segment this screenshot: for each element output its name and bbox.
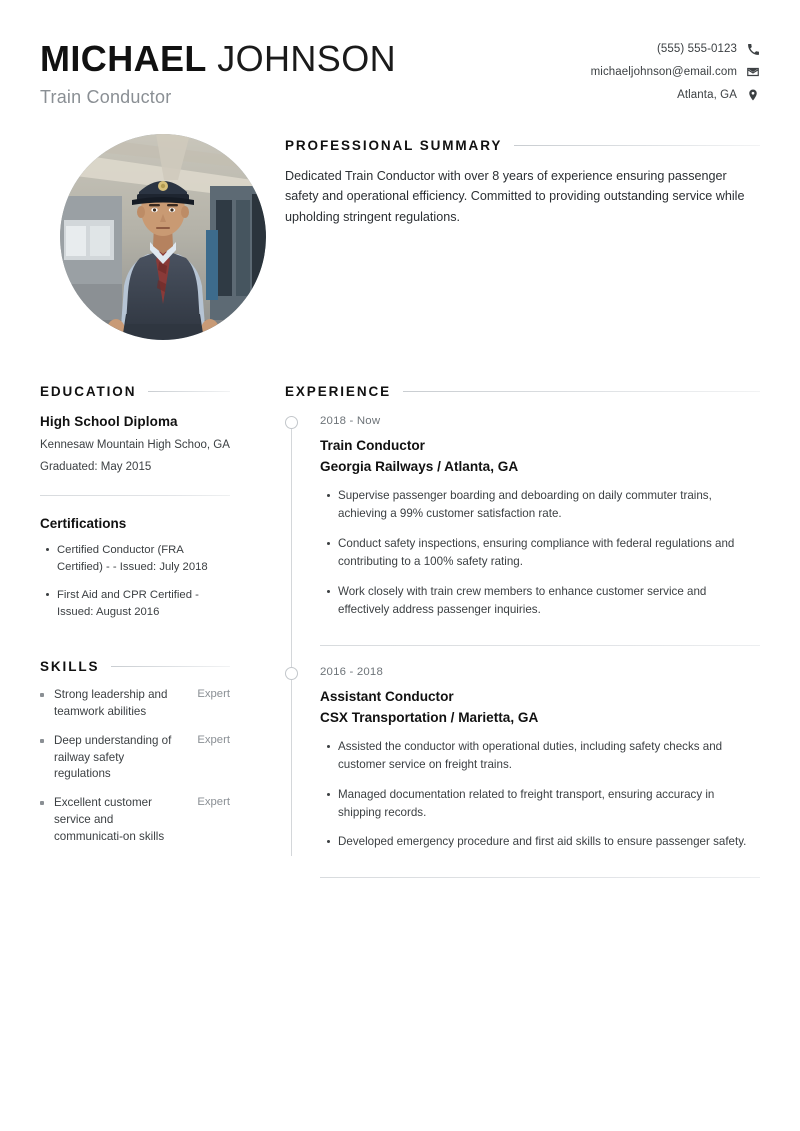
skill-left xyxy=(40,795,189,845)
photo-summary-row xyxy=(40,134,760,340)
list-item: Supervise passenger boarding and deboarding on daily commuter trains, achieving a 99% customer satisfaction rate. xyxy=(338,487,760,523)
skill-left xyxy=(40,687,189,721)
list-item: First Aid and CPR Certified - Issued: August 2016 xyxy=(57,587,230,621)
skill-level: Expert xyxy=(197,796,230,809)
education-graduated: Graduated: May 2015 xyxy=(40,461,152,474)
location-pin-icon xyxy=(746,88,760,102)
name-block xyxy=(40,38,396,108)
experience-company: Georgia Railways / Atlanta, GA xyxy=(320,458,519,474)
list-item: Managed documentation related to freight transport, ensuring accuracy in shipping records. xyxy=(338,786,760,822)
contact-email[interactable] xyxy=(591,65,760,79)
first-name: MICHAEL xyxy=(40,38,207,79)
main-columns xyxy=(40,384,760,879)
list-item: Work closely with train crew members to enhance customer service and effectively address passenger inquiries. xyxy=(338,583,760,619)
skills-list xyxy=(40,687,230,845)
heading-rule xyxy=(111,666,230,667)
heading-rule xyxy=(403,391,760,392)
skill-name: Strong leadership and teamwork abilities xyxy=(54,688,168,719)
experience-company: CSX Transportation / Marietta, GA xyxy=(320,709,539,725)
timeline-line xyxy=(291,425,292,857)
education-divider xyxy=(40,495,230,496)
list-item: Certified Conductor (FRA Certified) - - Issued: July 2018 xyxy=(57,542,230,576)
education-degree: High School Diploma xyxy=(40,413,178,429)
experience-heading-text: EXPERIENCE xyxy=(285,383,392,399)
skills-heading-text: SKILLS xyxy=(40,659,100,675)
experience-role: Train Conductor xyxy=(320,437,425,453)
experience-entry xyxy=(320,415,760,623)
contact-location[interactable] xyxy=(677,88,760,102)
skill-level: Expert xyxy=(197,733,230,746)
list-item xyxy=(40,733,230,783)
timeline-dot-icon xyxy=(285,416,298,429)
list-item xyxy=(40,795,230,845)
contact-phone-text: (555) 555-0123 xyxy=(656,43,737,55)
experience-divider xyxy=(320,645,760,646)
contact-list xyxy=(591,38,760,102)
skill-name: Excellent customer service and communicati-on skills xyxy=(54,796,165,843)
summary-column xyxy=(285,134,760,227)
contact-email-text: michaeljohnson@email.com xyxy=(590,66,737,78)
education-school: Kennesaw Mountain High Schoo, GA xyxy=(40,438,230,451)
bullet-icon xyxy=(40,739,44,743)
full-name xyxy=(40,40,396,78)
experience-end-divider xyxy=(320,877,760,878)
skill-left xyxy=(40,733,189,783)
certifications-list xyxy=(40,542,230,621)
resume-header xyxy=(40,0,760,108)
heading-rule xyxy=(148,391,230,392)
experience-bullets xyxy=(320,738,760,852)
contact-phone[interactable] xyxy=(657,42,760,56)
page-title: Train Conductor xyxy=(40,86,172,107)
list-item: Developed emergency procedure and first aid skills to ensure passenger safety. xyxy=(338,833,760,851)
portrait-illustration xyxy=(60,134,266,340)
summary-body: Dedicated Train Conductor with over 8 years of experience ensuring passenger safety and operational efficiency. Committed to providing outstanding service while upholding stringent regulations. xyxy=(285,168,745,224)
avatar xyxy=(60,134,266,340)
phone-icon xyxy=(746,42,760,56)
heading-rule xyxy=(514,145,760,146)
contact-location-text: Atlanta, GA xyxy=(677,89,737,101)
experience-date: 2016 - 2018 xyxy=(320,665,384,678)
experience-section-heading xyxy=(285,384,760,399)
list-item: Assisted the conductor with operational duties, including safety checks and customer service on freight trains. xyxy=(338,738,760,774)
bullet-icon xyxy=(40,693,44,697)
envelope-icon xyxy=(746,65,760,79)
experience-date: 2018 - Now xyxy=(320,414,381,427)
left-column xyxy=(40,384,285,858)
list-item: Conduct safety inspections, ensuring compliance with federal regulations and contributing to a 100% safety rating. xyxy=(338,535,760,571)
experience-bullets xyxy=(320,487,760,619)
education-section-heading xyxy=(40,384,230,399)
bullet-icon xyxy=(40,801,44,805)
skills-section-heading xyxy=(40,659,230,674)
summary-heading-text: PROFESSIONAL SUMMARY xyxy=(285,137,503,153)
education-heading-text: EDUCATION xyxy=(40,383,137,399)
list-item xyxy=(40,687,230,721)
timeline-dot-icon xyxy=(285,667,298,680)
skill-name: Deep understanding of railway safety regulations xyxy=(54,733,172,781)
last-name: JOHNSON xyxy=(217,38,397,79)
photo-column xyxy=(40,134,285,340)
certifications-heading: Certifications xyxy=(40,516,127,532)
right-column xyxy=(285,384,760,879)
summary-section-heading xyxy=(285,138,760,153)
experience-role: Assistant Conductor xyxy=(320,688,454,704)
skill-level: Expert xyxy=(197,688,230,701)
experience-entry xyxy=(320,666,760,856)
experience-timeline xyxy=(285,415,760,879)
